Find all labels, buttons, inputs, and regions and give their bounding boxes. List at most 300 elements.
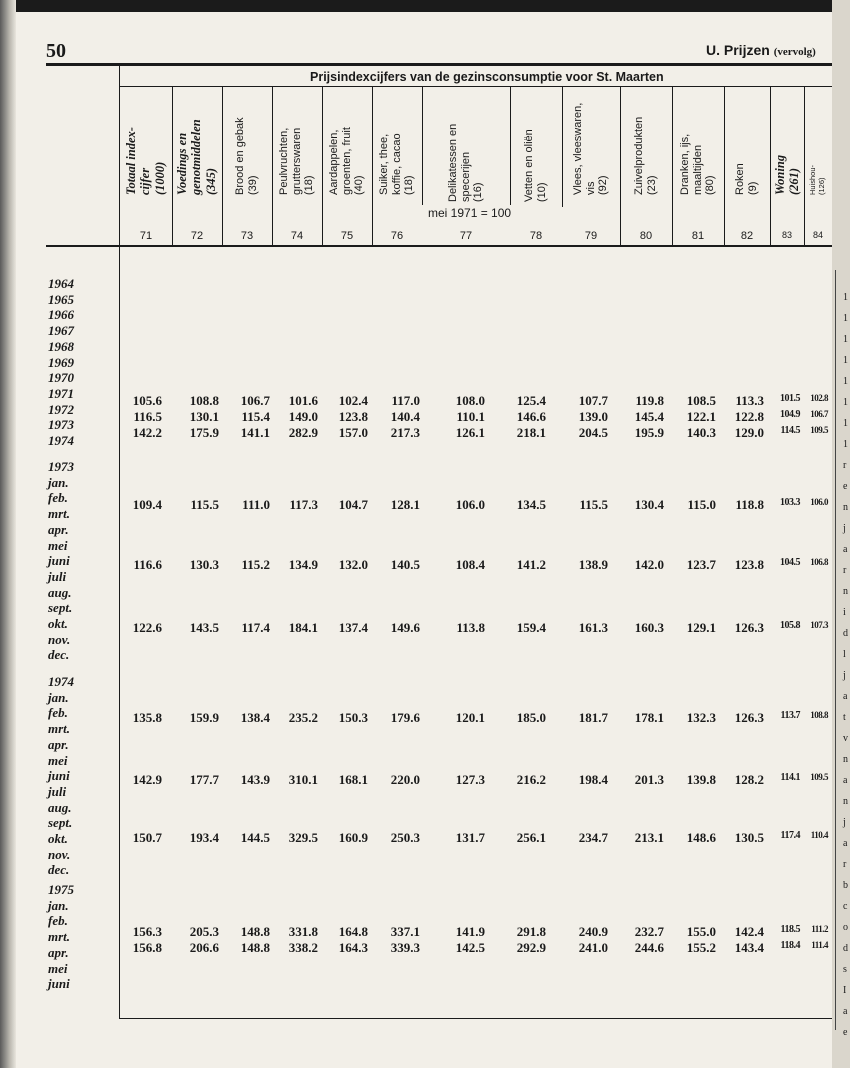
- column-number: 78: [529, 230, 543, 242]
- column-header-line: Roken: [734, 163, 747, 195]
- row-label: juni: [48, 976, 70, 992]
- margin-letter: n: [843, 586, 848, 597]
- table-cell: 177.7: [189, 772, 219, 787]
- margin-letter: 1: [843, 418, 848, 429]
- row-label: dec.: [48, 647, 70, 663]
- column-header-line: cijfer: [138, 167, 153, 195]
- table-cell: 128.1: [390, 497, 420, 512]
- table-cell: 217.3: [390, 425, 420, 440]
- row-label: 1966: [48, 307, 74, 323]
- table-cell: 195.9: [634, 425, 664, 440]
- column-divider: [770, 87, 771, 245]
- table-cell: 138.4: [240, 710, 270, 725]
- table-cell: 282.9: [288, 425, 318, 440]
- column-header: [679, 134, 717, 195]
- table-cell: 164.8: [338, 924, 368, 939]
- table-cell: 150.7: [132, 830, 162, 845]
- table-cell: 168.1: [338, 772, 368, 787]
- column-divider: [804, 87, 805, 245]
- section-continued: (vervolg): [773, 46, 816, 58]
- table-cell: 126.3: [734, 620, 764, 635]
- table-cell: 149.6: [390, 620, 420, 635]
- margin-letter: 1: [843, 334, 848, 345]
- column-number: 73: [240, 230, 254, 242]
- column-number: 71: [139, 230, 153, 242]
- margin-letter: a: [843, 691, 848, 702]
- column-header-line: Suiker, thee,: [378, 133, 391, 195]
- table-cell: 140.4: [390, 409, 420, 424]
- row-label: jan.: [48, 897, 69, 913]
- table-cell: 141.2: [516, 557, 546, 572]
- row-label: mei: [48, 752, 68, 768]
- table-cell: 175.9: [189, 425, 219, 440]
- table-cell: 106.0: [810, 497, 828, 507]
- table-cell: 118.8: [735, 497, 764, 512]
- table-cell: 102.8: [810, 393, 828, 403]
- table-cell: 104.5: [780, 557, 800, 568]
- column-divider: [510, 87, 511, 205]
- margin-letter: j: [843, 523, 846, 534]
- table-cell: 106.0: [455, 497, 485, 512]
- table-cell: 118.5: [780, 924, 800, 935]
- table-cell: 129.1: [686, 620, 716, 635]
- column-number: 83: [781, 230, 792, 240]
- row-label: mei: [48, 960, 68, 976]
- table-cell: 123.8: [734, 557, 764, 572]
- table-cell: 143.9: [240, 772, 270, 787]
- table-cell: 148.8: [240, 940, 270, 955]
- row-label: 1968: [48, 338, 74, 354]
- table-cell: 143.5: [189, 620, 219, 635]
- margin-letter: 1: [843, 355, 848, 366]
- table-cell: 115.5: [190, 497, 219, 512]
- column-header: [809, 165, 826, 195]
- table-cell: 107.7: [578, 393, 608, 408]
- table-cell: 338.2: [288, 940, 318, 955]
- column-divider: [672, 87, 673, 245]
- row-label: 1974: [48, 433, 74, 448]
- table-cell: 244.6: [634, 940, 664, 955]
- column-header-line: (16): [472, 182, 485, 202]
- row-label: apr.: [48, 521, 69, 537]
- column-divider: [620, 87, 621, 245]
- section-title: Prijzen: [723, 42, 770, 58]
- table-cell: 131.7: [455, 830, 485, 845]
- table-cell: 142.4: [734, 924, 764, 939]
- column-header-line: Vetten en oliën: [523, 129, 536, 202]
- table-cell: 109.5: [810, 772, 828, 782]
- table-cell: 139.8: [686, 772, 716, 787]
- column-header: [447, 124, 485, 202]
- row-label: aug.: [48, 799, 72, 815]
- table-cell: 161.3: [578, 620, 608, 635]
- table-cell: 218.1: [516, 425, 546, 440]
- table-cell: 150.3: [338, 710, 368, 725]
- table-cell: 115.4: [241, 409, 270, 424]
- column-header-line: Vlees, vleeswaren,: [572, 102, 585, 195]
- table-cell: 115.0: [687, 497, 716, 512]
- table-cell: 204.5: [578, 425, 608, 440]
- column-number: 76: [390, 230, 404, 242]
- margin-letter: d: [843, 943, 848, 954]
- margin-letter: 1: [843, 376, 848, 387]
- row-label: 1964: [48, 276, 74, 291]
- column-header-line: Totaal index-: [124, 127, 139, 195]
- table-cell: 106.7: [810, 409, 828, 419]
- table-cell: 181.7: [578, 710, 608, 725]
- column-divider: [372, 87, 373, 245]
- row-label: mrt.: [48, 721, 71, 737]
- table-cell: 220.0: [390, 772, 420, 787]
- column-divider: [562, 87, 563, 207]
- column-number: 82: [740, 230, 754, 242]
- row-label: 1975: [48, 882, 74, 897]
- row-label: feb.: [48, 913, 68, 929]
- row-label: 1972: [48, 401, 74, 417]
- column-header-line: (261): [786, 167, 801, 195]
- margin-letter: I: [843, 985, 847, 996]
- row-label: 1973: [48, 459, 74, 474]
- table-cell: 160.9: [338, 830, 368, 845]
- column-number: 75: [340, 230, 354, 242]
- column-header-line: Dranken, ijs,: [679, 133, 692, 195]
- margin-letter: l: [843, 649, 846, 660]
- column-header-line: (126): [816, 177, 826, 195]
- row-label: dec.: [48, 862, 70, 878]
- base-period-note: mei 1971 = 100: [424, 206, 515, 220]
- table-cell: 113.8: [456, 620, 485, 635]
- column-header-line: (1000): [153, 161, 167, 195]
- column-header-line: (18): [403, 175, 416, 195]
- row-label: 1967: [48, 323, 74, 339]
- margin-letter: d: [843, 628, 848, 639]
- table-cell: 213.1: [634, 830, 664, 845]
- row-label: 1970: [48, 370, 74, 386]
- table-cell: 149.0: [288, 409, 318, 424]
- supertitle-rule: [120, 86, 832, 87]
- column-header-line: Aardappelen,: [328, 129, 341, 195]
- row-label: 1971: [48, 385, 74, 401]
- table-cell: 114.1: [780, 772, 800, 783]
- table-cell: 115.2: [241, 557, 270, 572]
- row-label: aug.: [48, 584, 72, 600]
- table-cell: 122.6: [132, 620, 162, 635]
- table-cell: 329.5: [288, 830, 318, 845]
- table-cell: 104.7: [338, 497, 368, 512]
- margin-letter: r: [843, 565, 847, 576]
- section-heading: [706, 42, 816, 58]
- margin-letter: n: [843, 796, 848, 807]
- table-cell: 105.6: [132, 393, 162, 408]
- bottom-rule: [120, 1018, 832, 1019]
- table-cell: 110.4: [810, 830, 828, 840]
- margin-letter: 1: [843, 292, 848, 303]
- table-cell: 111.4: [811, 940, 828, 950]
- table-cell: 116.5: [133, 409, 162, 424]
- table-cell: 142.0: [634, 557, 664, 572]
- table-cell: 117.0: [391, 393, 420, 408]
- row-label: nov.: [48, 846, 71, 862]
- section-letter: U.: [706, 42, 720, 58]
- table-cell: 160.3: [634, 620, 664, 635]
- margin-letter: t: [843, 712, 846, 723]
- row-label: apr.: [48, 944, 69, 960]
- column-header-line: vis: [584, 181, 597, 195]
- row-label: sept.: [48, 815, 73, 831]
- table-cell: 198.4: [578, 772, 608, 787]
- row-label: mei: [48, 537, 68, 553]
- row-label: jan.: [48, 474, 69, 490]
- table-cell: 101.6: [288, 393, 318, 408]
- column-header-line: (92): [597, 175, 610, 195]
- column-header-line: genotmiddelen: [189, 119, 204, 195]
- table-cell: 146.6: [516, 409, 546, 424]
- margin-letter: i: [843, 607, 846, 618]
- table-cell: 232.7: [634, 924, 664, 939]
- row-label: 1974: [48, 674, 74, 689]
- column-header: [234, 117, 259, 195]
- column-number: 79: [584, 230, 598, 242]
- column-header-line: maaltijden: [691, 144, 704, 195]
- margin-letter: c: [843, 901, 848, 912]
- row-label: mrt.: [48, 506, 71, 522]
- table-cell: 234.7: [578, 830, 608, 845]
- table-cell: 138.9: [578, 557, 608, 572]
- table-cell: 117.4: [780, 830, 800, 841]
- table-cell: 156.3: [132, 924, 162, 939]
- table-cell: 185.0: [516, 710, 546, 725]
- table-cell: 310.1: [288, 772, 318, 787]
- margin-letter: o: [843, 922, 848, 933]
- table-cell: 139.0: [578, 409, 608, 424]
- table-cell: 142.2: [132, 425, 162, 440]
- column-header-line: Delikatessen en: [447, 123, 460, 202]
- row-label: juni: [48, 553, 70, 569]
- column-header-line: (39): [247, 175, 260, 195]
- table-cell: 111.0: [242, 497, 270, 512]
- column-divider: [172, 87, 173, 245]
- table-cell: 113.3: [735, 393, 764, 408]
- stub-divider: [119, 66, 120, 1019]
- column-divider: [422, 87, 423, 205]
- table-cell: 120.1: [455, 710, 485, 725]
- table-cell: 134.9: [288, 557, 318, 572]
- table-cell: 337.1: [390, 924, 420, 939]
- margin-letter: e: [843, 1027, 848, 1038]
- margin-letter: r: [843, 460, 847, 471]
- header-bottom-rule: [46, 245, 832, 247]
- column-number: 74: [290, 230, 304, 242]
- table-cell: 128.2: [734, 772, 764, 787]
- table-cell: 106.8: [810, 557, 828, 567]
- table-cell: 159.4: [516, 620, 546, 635]
- margin-letter: e: [843, 481, 848, 492]
- column-number: 77: [459, 230, 473, 242]
- table-cell: 119.8: [635, 393, 664, 408]
- table-cell: 179.6: [390, 710, 420, 725]
- table-cell: 155.2: [686, 940, 716, 955]
- table-cell: 127.3: [455, 772, 485, 787]
- table-cell: 108.4: [455, 557, 485, 572]
- table-cell: 256.1: [516, 830, 546, 845]
- table-cell: 178.1: [634, 710, 664, 725]
- column-header: [572, 103, 610, 195]
- table-cell: 132.0: [338, 557, 368, 572]
- table-cell: 142.9: [132, 772, 162, 787]
- row-label: juli: [48, 568, 67, 584]
- table-cell: 157.0: [338, 425, 368, 440]
- margin-letter: n: [843, 502, 848, 513]
- column-header-line: Zuivelprodukten: [633, 116, 646, 195]
- column-header: [773, 155, 802, 195]
- table-cell: 235.2: [288, 710, 318, 725]
- table-cell: 164.3: [338, 940, 368, 955]
- table-cell: 125.4: [516, 393, 546, 408]
- table-cell: 201.3: [634, 772, 664, 787]
- row-label: okt.: [48, 831, 68, 846]
- margin-letter: r: [843, 859, 847, 870]
- margin-letter: n: [843, 754, 848, 765]
- table-cell: 103.3: [780, 497, 800, 508]
- table-cell: 206.6: [189, 940, 219, 955]
- table-cell: 148.8: [240, 924, 270, 939]
- table-cell: 106.7: [240, 393, 270, 408]
- table-cell: 117.4: [241, 620, 270, 635]
- row-label: 1965: [48, 291, 74, 307]
- table-cell: 111.2: [811, 924, 828, 934]
- row-label: apr.: [48, 736, 69, 752]
- row-label: jan.: [48, 689, 69, 705]
- table-cell: 123.8: [338, 409, 368, 424]
- row-label: sept.: [48, 600, 73, 616]
- table-cell: 109.5: [810, 425, 828, 435]
- column-header-line: koffie, cacao: [390, 133, 403, 195]
- table-cell: 108.8: [189, 393, 219, 408]
- column-number: 81: [691, 230, 705, 242]
- margin-letter: j: [843, 670, 846, 681]
- scan-top-edge: [0, 0, 850, 12]
- column-header: [523, 129, 548, 202]
- table-cell: 116.6: [133, 557, 162, 572]
- row-label: mrt.: [48, 929, 71, 945]
- margin-letter: 1: [843, 313, 848, 324]
- margin-letter: j: [843, 817, 846, 828]
- table-cell: 126.3: [734, 710, 764, 725]
- margin-letter: 1: [843, 397, 848, 408]
- next-page-rule: [835, 270, 836, 1030]
- column-header-line: Huishou-: [808, 164, 817, 195]
- column-divider: [272, 87, 273, 245]
- column-header: [175, 119, 218, 195]
- table-cell: 292.9: [516, 940, 546, 955]
- table-cell: 105.8: [780, 620, 800, 631]
- table-cell: 144.5: [240, 830, 270, 845]
- margin-letter: a: [843, 1006, 848, 1017]
- table-cell: 130.1: [189, 409, 219, 424]
- table-cell: 101.5: [780, 393, 800, 404]
- row-label: feb.: [48, 490, 68, 506]
- table-cell: 122.1: [686, 409, 716, 424]
- table-cell: 122.8: [734, 409, 764, 424]
- table-cell: 130.5: [734, 830, 764, 845]
- table-cell: 140.3: [686, 425, 716, 440]
- table-cell: 142.5: [455, 940, 485, 955]
- margin-letter: s: [843, 964, 847, 975]
- column-number: 80: [639, 230, 653, 242]
- table-cell: 115.5: [579, 497, 608, 512]
- column-header-line: specerijen: [459, 151, 472, 202]
- table-cell: 250.3: [390, 830, 420, 845]
- table-cell: 108.0: [455, 393, 485, 408]
- table-cell: 135.8: [132, 710, 162, 725]
- table-cell: 126.1: [455, 425, 485, 440]
- table-cell: 331.8: [288, 924, 318, 939]
- row-label: nov.: [48, 631, 71, 647]
- table-cell: 130.3: [189, 557, 219, 572]
- table-cell: 291.8: [516, 924, 546, 939]
- table-cell: 132.3: [686, 710, 716, 725]
- table-cell: 104.9: [780, 409, 800, 420]
- column-header-line: Woning: [772, 154, 787, 195]
- table-cell: 184.1: [288, 620, 318, 635]
- table-cell: 129.0: [734, 425, 764, 440]
- table-supertitle: Prijsindexcijfers van de gezinsconsumptie voor St. Maarten: [310, 70, 664, 84]
- table-cell: 114.5: [780, 425, 800, 436]
- table-cell: 156.8: [132, 940, 162, 955]
- table-cell: 113.7: [780, 710, 800, 721]
- table-cell: 107.3: [810, 620, 828, 630]
- column-header-line: (40): [353, 175, 366, 195]
- table-cell: 108.8: [810, 710, 828, 720]
- column-divider: [222, 87, 223, 245]
- row-label: juni: [48, 768, 70, 784]
- column-number: 72: [190, 230, 204, 242]
- column-header-line: (18): [303, 175, 316, 195]
- table-cell: 134.5: [516, 497, 546, 512]
- column-header-line: (345): [204, 167, 218, 195]
- margin-letter: b: [843, 880, 848, 891]
- table-cell: 141.1: [240, 425, 270, 440]
- table-cell: 109.4: [132, 497, 162, 512]
- margin-letter: v: [843, 733, 848, 744]
- table-cell: 110.1: [456, 409, 485, 424]
- table-cell: 117.3: [289, 497, 318, 512]
- table-cell: 118.4: [780, 940, 800, 951]
- table-cell: 193.4: [189, 830, 219, 845]
- margin-letter: a: [843, 544, 848, 555]
- column-header-line: (23): [646, 175, 659, 195]
- margin-letter: a: [843, 838, 848, 849]
- column-header-line: groenten, fruit: [340, 127, 353, 195]
- table-cell: 143.4: [734, 940, 764, 955]
- row-label: 1969: [48, 354, 74, 370]
- table-cell: 141.9: [455, 924, 485, 939]
- table-cell: 130.4: [634, 497, 664, 512]
- column-header: [633, 117, 658, 195]
- column-header: [734, 163, 759, 195]
- table-cell: 108.5: [686, 393, 716, 408]
- table-cell: 159.9: [189, 710, 219, 725]
- column-header: [278, 128, 316, 195]
- column-header-line: grutterswaren: [290, 127, 303, 195]
- table-cell: 240.9: [578, 924, 608, 939]
- column-header-line: Peulvruchten,: [278, 127, 291, 195]
- book-spine-shadow: [0, 0, 16, 1068]
- row-label: okt.: [48, 616, 68, 631]
- row-label: juli: [48, 783, 67, 799]
- column-header: [328, 127, 366, 195]
- page-number: 50: [46, 40, 66, 62]
